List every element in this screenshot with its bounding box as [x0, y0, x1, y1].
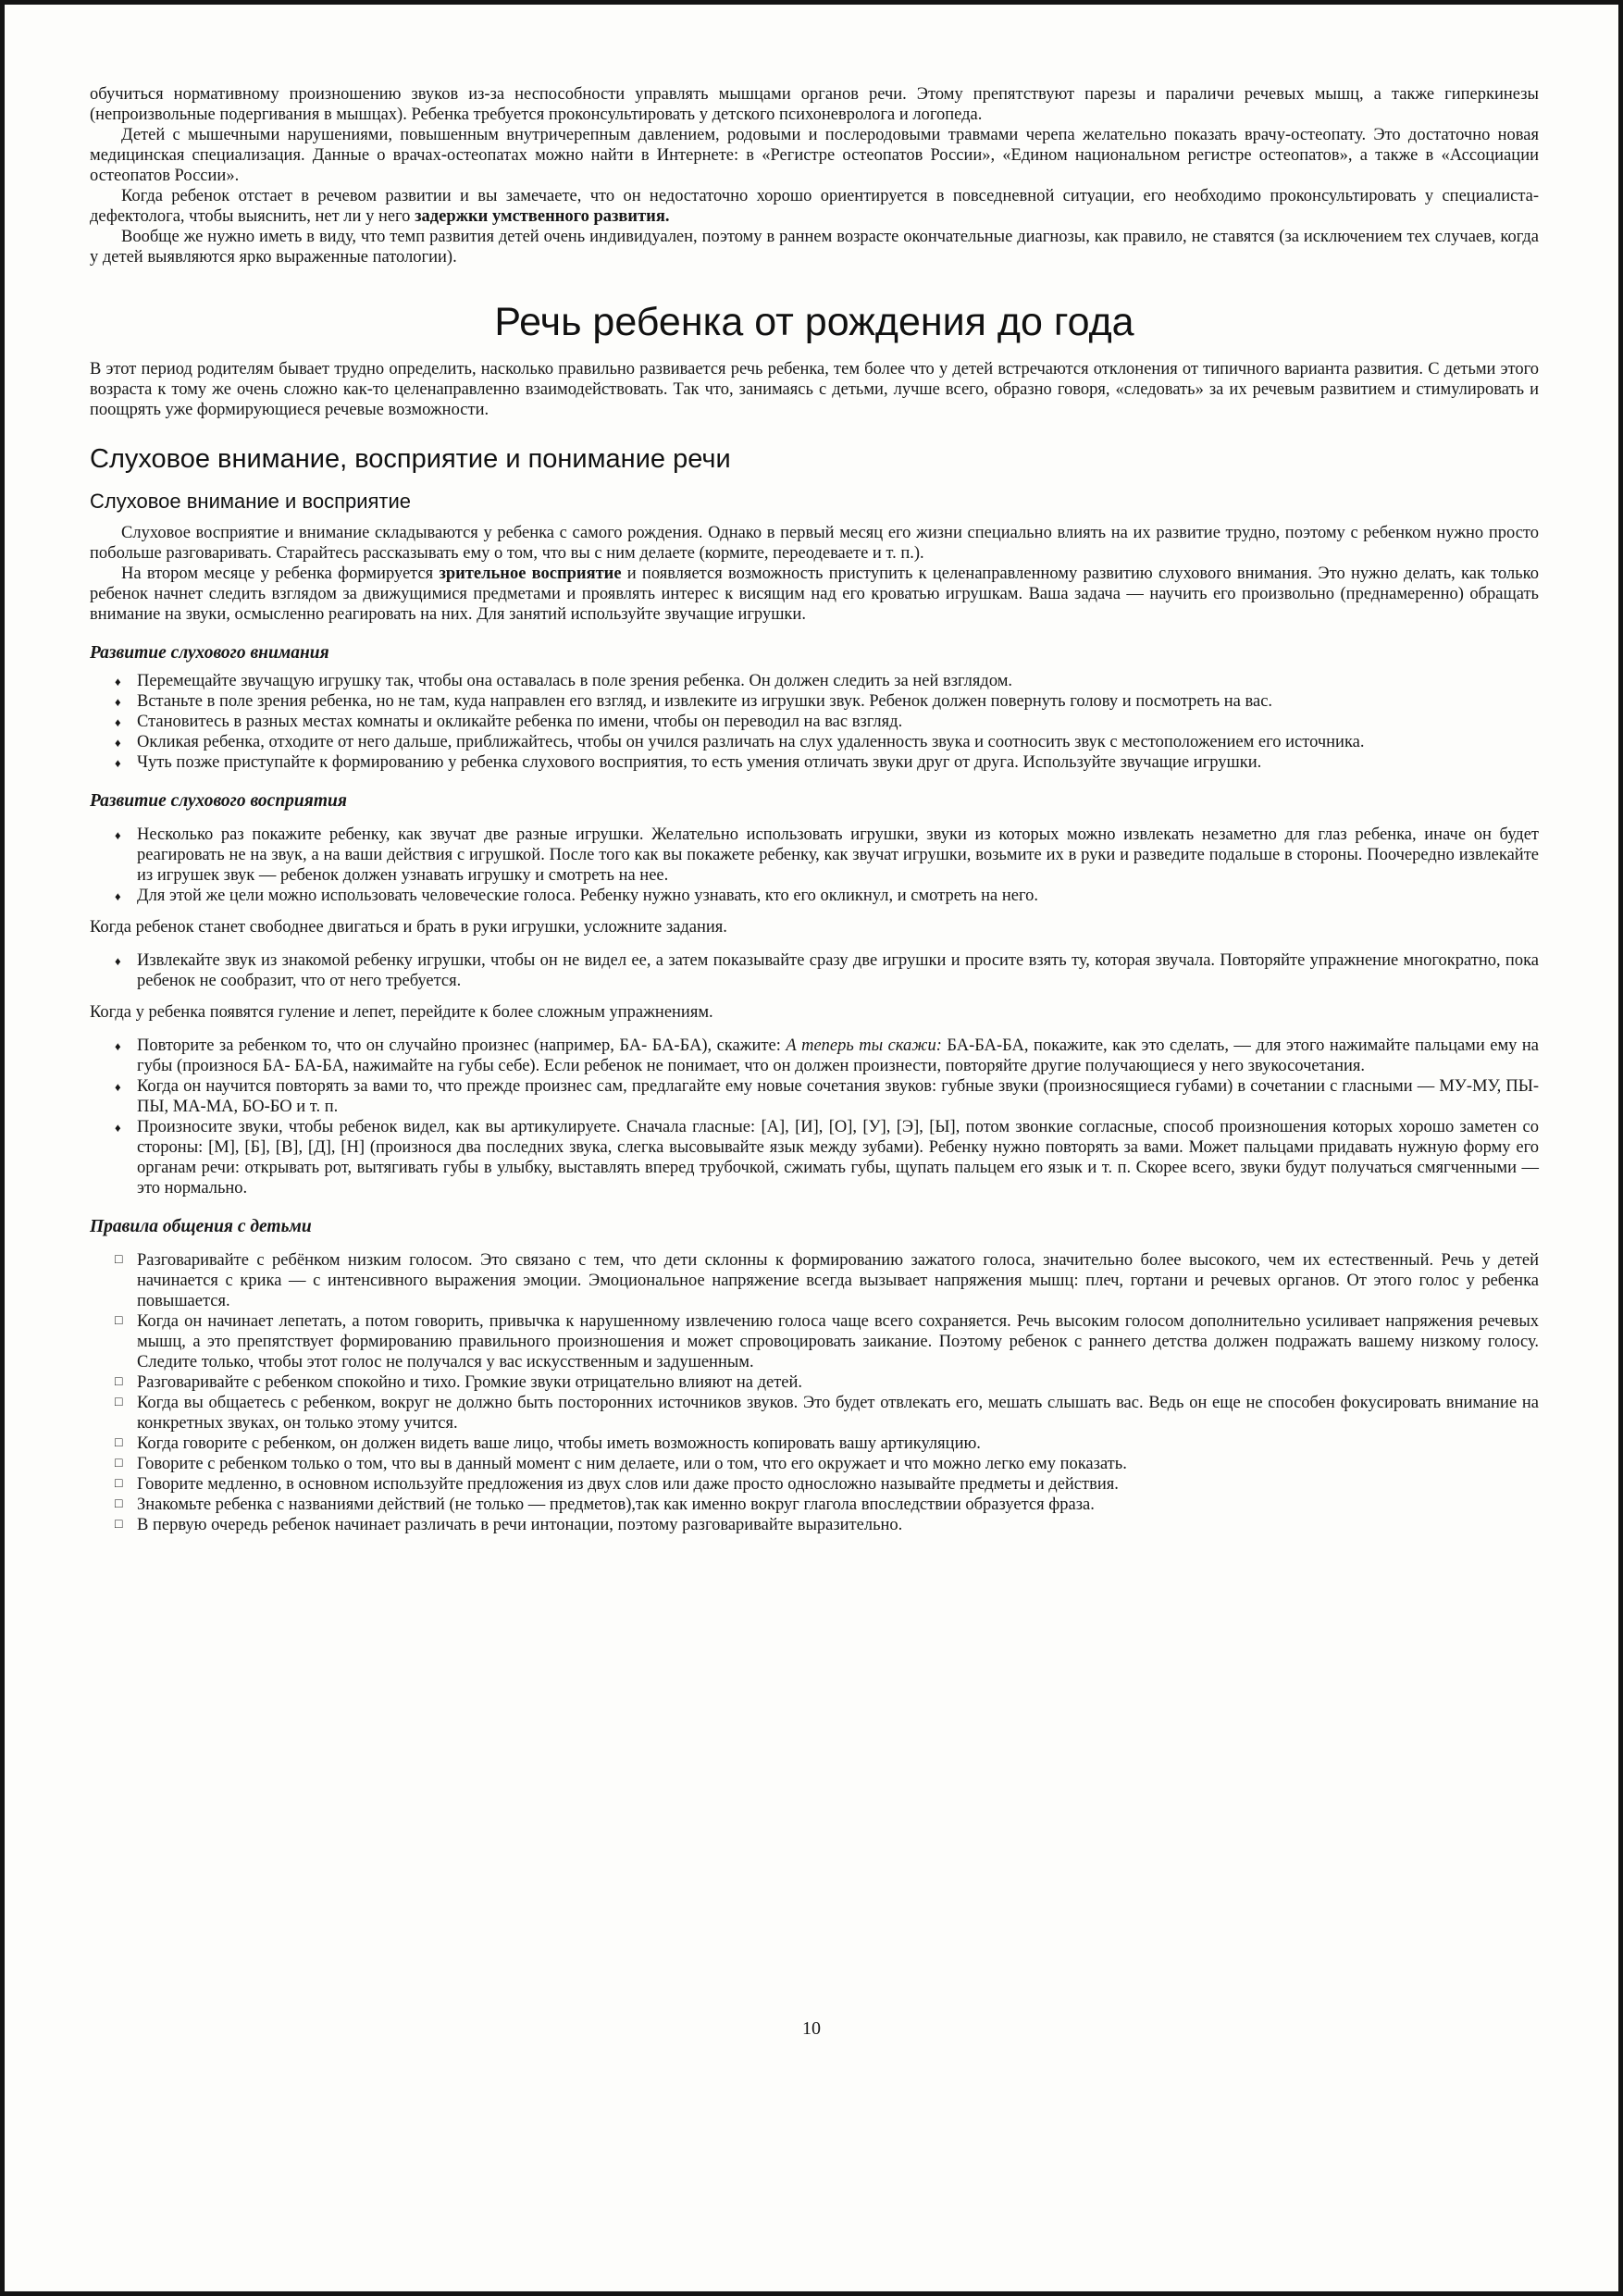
list-item-text: Перемещайте звучащую игрушку так, чтобы она оставалась в поле зрения ребенка. Он должен следить за ней взглядом.	[137, 672, 1013, 691]
list-item-text: БА-БА-БА, покажите, как это сделать, — для этого нажимайте пальцами ему на губы (произнося БА- БА-БА, нажимайте на губы себе). Если ребенок не понимает, что он должен произнести, повторяйте другие получающиеся у него звукосочетания.	[137, 1036, 1540, 1076]
list-item-text: Для этой же цели можно использовать человеческие голоса. Ребенку нужно узнавать, кто его окликнул, и смотреть на него.	[137, 887, 1038, 906]
diamond-bullet-icon: ♦	[115, 889, 121, 904]
list-item-text: Встаньте в поле зрения ребенка, но не там, куда направлен его взгляд, и извлеките из игрушки звук. Ребенок должен повернуть голову и посмотреть на вас.	[137, 692, 1273, 712]
list-item-text: Извлекайте звук из знакомой ребенку игрушки, чтобы он не видел ее, а затем показывайте сразу две игрушки и просите взять ту, которая звучала. Повторяйте упражнение многократно, пока ребенок не сообразит, что от него требуется.	[137, 951, 1539, 991]
chapter-title: Речь ребенка от рождения до года	[494, 300, 1134, 344]
square-bullet-icon: □	[115, 1375, 123, 1390]
diamond-bullet-icon: ♦	[115, 1121, 121, 1136]
diamond-bullet-icon: ♦	[115, 1039, 121, 1054]
bold-text: задержки умственного развития.	[415, 207, 670, 226]
square-bullet-icon: □	[115, 1457, 123, 1471]
list-item-text: Говорите медленно, в основном используйте предложения из двух слов или даже просто односложно называйте предметы и действия.	[137, 1475, 1119, 1495]
list-item-text: Разговаривайте с ребенком спокойно и тихо. Громкие звуки отрицательно влияют на детей.	[137, 1373, 803, 1393]
transition-paragraph-babble: Когда у ребенка появятся гуление и лепет, перейдите к более сложным упражнениям.	[90, 1003, 713, 1023]
list-item	[112, 712, 1539, 732]
bold-text: зрительное восприятие	[439, 565, 622, 584]
list-item	[112, 752, 1539, 773]
diamond-bullet-icon: ♦	[115, 1080, 121, 1095]
list-item	[112, 886, 1539, 906]
transition-paragraph-move: Когда ребенок станет свободнее двигаться и брать в руки игрушки, усложните задания.	[90, 918, 727, 937]
runin-heading-rules: Правила общения с детьми	[90, 1217, 312, 1237]
list-item-text: Говорите с ребенком только о том, что вы в данный момент с ним делаете, или о том, что его окружает и что можно легко ему показать.	[137, 1455, 1127, 1474]
page-content	[90, 84, 1539, 1543]
list-item-text: Разговаривайте с ребёнком низким голосом. Это связано с тем, что дети склонны к формированию зажатого голоса, значительно более высокого, чем их естественный. Речь у детей начинается с крика — с интенсивного выражения эмоции. Эмоциональное напряжение всегда вызывает напряжения мышц: плеч, гортани и речевых органов. От этого голос у ребенка повышается.	[137, 1251, 1539, 1311]
paragraph-text: На втором месяце у ребенка формируется	[121, 565, 440, 584]
diamond-bullet-icon: ♦	[115, 695, 121, 710]
list-item	[112, 1454, 1539, 1474]
subsection-paragraph-1: Слуховое восприятие и внимание складываются у ребенка с самого рождения. Однако в первый месяц его жизни специально влиять на их развитие трудно, поэтому с ребенком нужно просто побольше разговаривать. Старайтесь рассказывать ему о том, что вы с ним делаете (кормите, переодеваете и т. п.).	[90, 524, 1539, 564]
list-item-text: Когда вы общаетесь с ребенком, вокруг не должно быть посторонних источников звуков. Это будет отвлекать его, мешать слышать вас. Ведь он еще не способен фокусировать внимание на конкретных звуках, он только этому учится.	[137, 1394, 1539, 1433]
perception-list-3	[112, 1036, 1539, 1198]
list-item-text: В первую очередь ребенок начинает различать в речи интонации, поэтому разговаривайте выразительно.	[137, 1516, 903, 1535]
list-item	[112, 1393, 1539, 1433]
list-item	[112, 671, 1539, 691]
square-bullet-icon: □	[115, 1314, 123, 1329]
subsection-paragraph-2	[90, 564, 1539, 625]
list-item-text: Когда говорите с ребенком, он должен видеть ваше лицо, чтобы иметь возможность копировать вашу артикуляцию.	[137, 1434, 981, 1454]
perception-list	[112, 825, 1539, 906]
section-title: Слуховое внимание, восприятие и понимание речи	[90, 444, 731, 475]
square-bullet-icon: □	[115, 1396, 123, 1410]
list-item-text: Когда он начинает лепетать, а потом говорить, привычка к нарушенному извлечению голоса чаще всего сохраняется. Речь высоким голосом дополнительно усиливает напряжения речевых мышц, а это препятствует формированию правильного произношения и может спровоцировать заикание. Поэтому ребенок с раннего детства должен подражать вашему низкому голосу. Следите только, чтобы этот голос не получался у вас искусственным и задушенным.	[137, 1312, 1539, 1372]
square-bullet-icon: □	[115, 1436, 123, 1451]
list-item	[112, 1515, 1539, 1535]
list-item	[112, 1076, 1539, 1117]
diamond-bullet-icon: ♦	[115, 954, 121, 969]
list-item-text: Чуть позже приступайте к формированию у ребенка слухового восприятия, то есть умения отличать звуки друг от друга. Используйте звучащие игрушки.	[137, 753, 1262, 773]
runin-heading-perception: Развитие слухового восприятия	[90, 791, 347, 812]
list-item	[112, 1036, 1539, 1076]
list-item	[112, 1474, 1539, 1495]
diamond-bullet-icon: ♦	[115, 828, 121, 843]
list-item	[112, 1495, 1539, 1515]
rules-list	[112, 1250, 1539, 1535]
list-item	[112, 732, 1539, 752]
diamond-bullet-icon: ♦	[115, 736, 121, 751]
diamond-bullet-icon: ♦	[115, 756, 121, 771]
intro-paragraph-2: Детей с мышечными нарушениями, повышенным внутричерепным давлением, родовыми и послеродовыми травмами черепа желательно показать врачу-остеопату. Это достаточно новая медицинская специализация. Данные о врачах-остеопатах можно найти в Интернете: в «Регистре остеопатов России», «Едином национальном регистре остеопатов», а также в «Ассоциации остеопатов России».	[90, 126, 1539, 185]
paragraph-text: Когда ребенок отстает в речевом развитии и вы замечаете, что он недостаточно хорошо ориентируется в повседневной ситуации, его необходимо проконсультировать у специалиста-дефектолога, чтобы выяснить, нет ли у него	[90, 187, 1539, 226]
list-item-text: Когда он научится повторять за вами то, что прежде произнес сам, предлагайте ему новые сочетания звуков: губные звуки (произносящиеся губами) в сочетании с гласными — МУ-МУ, ПЫ-ПЫ, МА-МА, БО-БО и т. п.	[137, 1077, 1539, 1117]
perception-list-2	[112, 950, 1539, 991]
list-item	[112, 691, 1539, 712]
intro-paragraph-4: Вообще же нужно иметь в виду, что темп развития детей очень индивидуален, поэтому в раннем возрасте окончательные диагнозы, как правило, не ставятся (за исключением тех случаев, когда у детей выявляются ярко выраженные патологии).	[90, 228, 1539, 267]
italic-text: А теперь ты скажи:	[786, 1036, 942, 1056]
list-item	[112, 1117, 1539, 1198]
diamond-bullet-icon: ♦	[115, 715, 121, 730]
list-item	[112, 1433, 1539, 1454]
list-item-text: Повторите за ребенком то, что он случайно произнес (например, БА- БА-БА), скажите:	[137, 1036, 787, 1056]
intro-paragraph-1: обучиться нормативному произношению звуков из-за неспособности управлять мышцами органов речи. Этому препятствуют парезы и параличи речевых мышц, а также гиперкинезы (непроизвольные подергивания в мышцах). Ребенка требуется проконсультировать у детского психоневролога и логопеда.	[90, 85, 1539, 124]
list-item	[112, 1372, 1539, 1393]
list-item-text: Окликая ребенка, отходите от него дальше, приближайтесь, чтобы он учился различать на слух удаленность звука и соотносить звук с местоположением его источника.	[137, 733, 1365, 752]
square-bullet-icon: □	[115, 1518, 123, 1533]
list-item-text: Становитесь в разных местах комнаты и окликайте ребенка по имени, чтобы он переводил на вас взгляд.	[137, 713, 903, 732]
diamond-bullet-icon: ♦	[115, 675, 121, 689]
page-number: 10	[802, 2018, 821, 2039]
list-item	[112, 1311, 1539, 1372]
list-item	[112, 1250, 1539, 1311]
paragraph-text: и появляется возможность приступить к целенаправленному развитию слухового внимания. Это нужно делать, как только ребенок начнет следить взглядом за движущимися предметами и проявлять интерес к висящим над его кроватью игрушкам. Ваша задача — научить его произвольно (преднамеренно) обращать внимание на звуки, осмысленно реагировать на них. Для занятий используйте звучащие игрушки.	[90, 565, 1539, 625]
list-item-text: Произносите звуки, чтобы ребенок видел, как вы артикулируете. Сначала гласные: [А], [И], [О], [У], [Э], [Ы], потом звонкие согласные, способ произношения которых хорошо заметен со стороны: [М], [Б], [В], [Д], [Н] (произнося два последних звука, слегка высовывайте язык между зубами). Ребенку нужно повторять за вами. Может пальцами придавать нужную форму его органам речи: открывать рот, вытягивать губы в улыбку, выставлять вперед трубочкой, сжимать губы, щупать пальцем его язык и т. п. Скорее всего, звуки будут получаться смягченными — это нормально.	[137, 1118, 1539, 1198]
list-item-text: Несколько раз покажите ребенку, как звучат две разные игрушки. Желательно использовать игрушки, звуки из которых можно извлекать незаметно для глаз ребенка, иначе он будет реагировать не на звук, а на ваши действия с игрушкой. После того как вы покажете ребенку, как звучат игрушки, возьмите их в руки и разведите подальше в стороны. Поочередно извлекайте из игрушек звук — ребенок должен узнавать игрушку и смотреть на нее.	[137, 825, 1539, 886]
list-item	[112, 825, 1539, 886]
subsection-title: Слуховое внимание и восприятие	[90, 490, 412, 514]
square-bullet-icon: □	[115, 1497, 123, 1512]
square-bullet-icon: □	[115, 1477, 123, 1492]
chapter-lead-paragraph: В этот период родителям бывает трудно определить, насколько правильно развивается речь ребенка, тем более что у детей встречаются отклонения от типичного варианта развития. С детьми этого возраста к тому же очень сложно как-то целенаправленно взаимодействовать. Так что, занимаясь с детьми, лучше всего, образно говоря, «следовать» за их речевым развитием и стимулировать и поощрять уже формирующиеся речевые возможности.	[90, 360, 1539, 420]
runin-heading-attention: Развитие слухового внимания	[90, 643, 329, 664]
list-item-text: Знакомьте ребенка с названиями действий (не только — предметов),так как именно вокруг глагола впоследствии образуется фраза.	[137, 1496, 1095, 1515]
intro-paragraph-3	[90, 186, 1539, 227]
attention-list	[112, 671, 1539, 773]
square-bullet-icon: □	[115, 1253, 123, 1268]
list-item	[112, 950, 1539, 991]
